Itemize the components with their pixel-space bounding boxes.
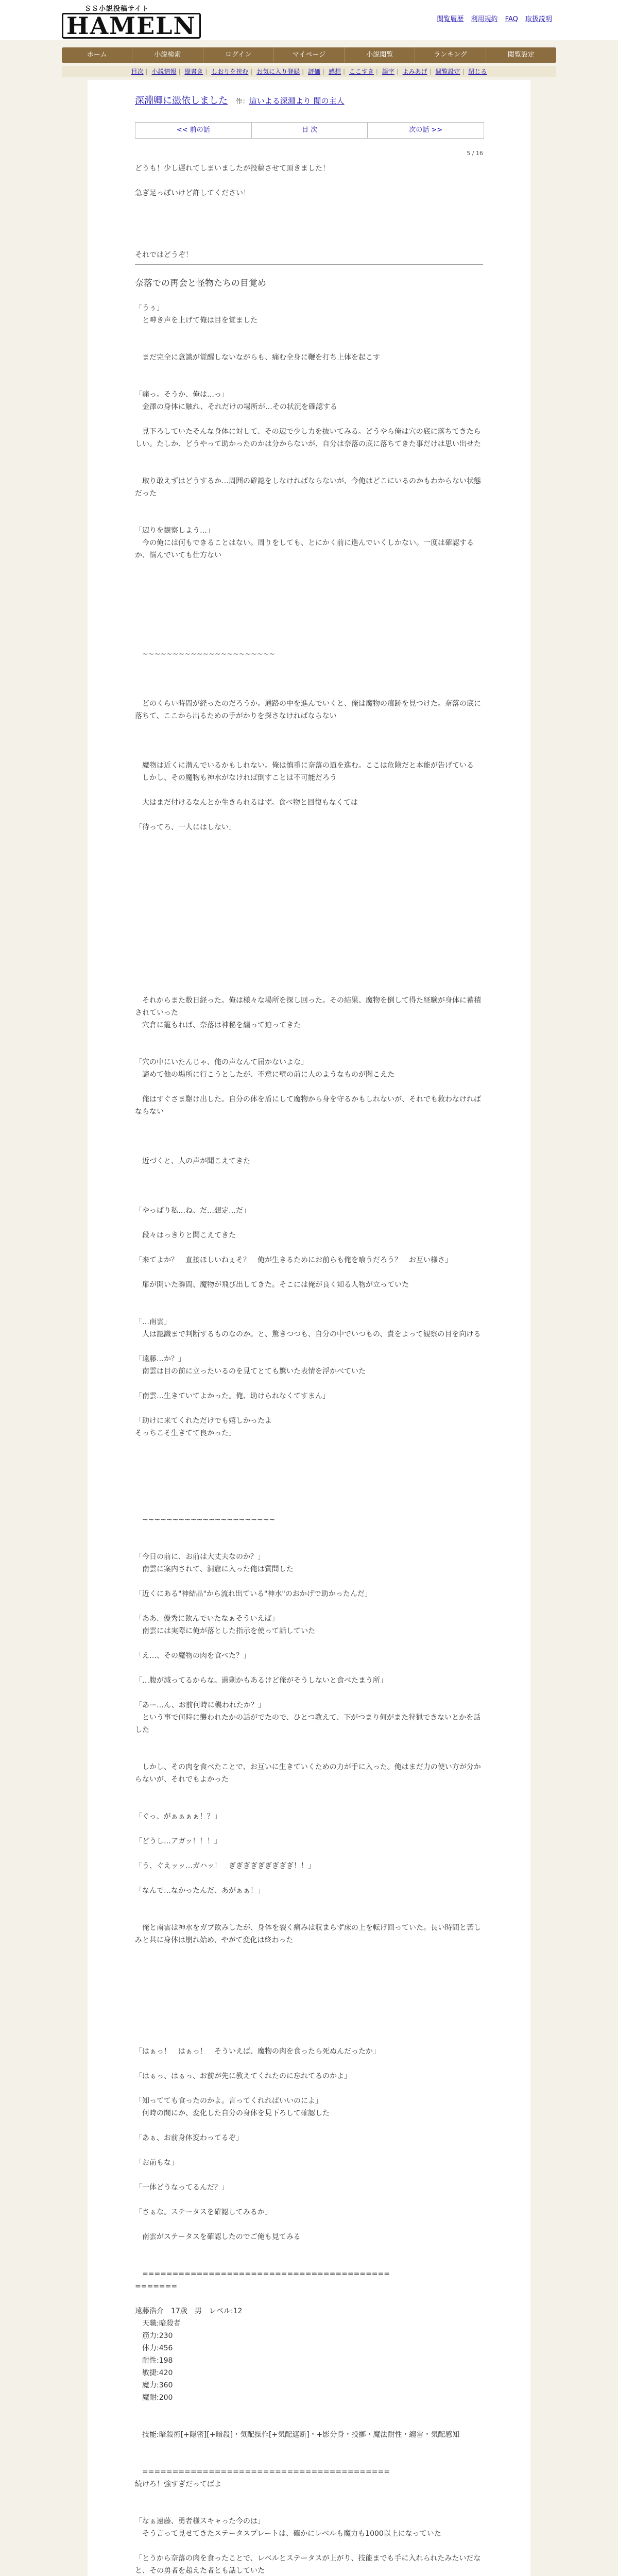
story-paragraph [135, 2256, 483, 2268]
story-paragraph: 「…腹が減ってるからな。過剰かもあるけど俺がそうしないと食べたまう所」 [135, 1676, 387, 1685]
story-paragraph [135, 1378, 483, 1390]
story-paragraph [135, 512, 483, 524]
story-paragraph: 「待ってろ、一人にはしない」 [135, 823, 236, 832]
subnav-display-settings[interactable]: 閲覧設定 [435, 68, 460, 75]
story-paragraph [135, 1291, 483, 1303]
story-paragraph: 「…南雲」 [135, 1318, 171, 1326]
story-paragraph: 魔物は近くに潜んでいるかもしれない。俺は慎重に奈落の道を進む。ここは危険だと本能が告げている [135, 761, 474, 770]
story-paragraph [135, 463, 483, 475]
subnav-like[interactable]: ここすき [349, 68, 374, 75]
story-paragraph [135, 1662, 483, 1674]
story-paragraph: 「はぁっ、はぁっ、お前が先に教えてくれたのに忘れてるのかよ」 [135, 2072, 351, 2080]
story-paragraph [135, 1749, 483, 1761]
story-paragraph: 筋力:230 [135, 2332, 173, 2340]
story-paragraph [135, 933, 483, 945]
story-paragraph: 南雲は目の前に立ったいるのを見てとても驚いた表情を浮かべていた [135, 1367, 366, 1376]
story-paragraph: 「やっぱり私…ね、だ…想定…だ」 [135, 1207, 250, 1215]
story-paragraph: 「あぁ、お前身体変わってるぞ」 [135, 2134, 243, 2142]
story-paragraph [135, 500, 483, 512]
story-paragraph: それからまた数日経った。俺は様々な場所を探し回った。その結果、魔物を倒して得た経験が身体に蓄積されていった [135, 996, 481, 1017]
story-paragraph: 段々はっきりと聞こえてきた [135, 1231, 236, 1240]
story-paragraph [135, 2008, 483, 2021]
story-paragraph [135, 834, 483, 846]
author-prefix: 作： [235, 98, 249, 106]
story-paragraph: 俺と南雲は神水をガブ飲みしたが、身体を裂く痛みは収まらず床の上を転げ回っていた。長い時間と苦しみと共に身体は崩れ始め、やがて変化は終わった [135, 1924, 481, 1944]
story-paragraph: 今の俺には何もできることはない。周りをしても、とにかく前に進んでいくしかない。一度は確認するか、悩んでいても仕方ない [135, 539, 474, 560]
novel-title[interactable]: 深淵卿に憑依しました [135, 95, 228, 106]
novel-title-row [135, 93, 483, 107]
story-paragraph: 敏捷:420 [135, 2369, 173, 2377]
story-paragraph [135, 574, 483, 586]
story-paragraph [135, 2218, 483, 2231]
story-paragraph [135, 1217, 483, 1229]
story-paragraph: と呻き声を上げて俺は目を覚ました [135, 316, 258, 325]
story-paragraph [135, 175, 483, 187]
story-paragraph: 「辺りを観察しよう…」 [135, 527, 214, 535]
story-paragraph [135, 1180, 483, 1192]
author-label [236, 98, 345, 106]
story-paragraph: 天職:暗殺者 [135, 2319, 181, 2328]
story-paragraph [135, 809, 483, 821]
story-paragraph: 俺はすぐさま駆け出した。自分の体を盾にして魔物から身を守るかもしれないが、それでも救わなければならない [135, 1095, 481, 1116]
story-paragraph [135, 562, 483, 574]
story-paragraph [135, 623, 483, 636]
site-logo[interactable] [62, 3, 196, 40]
story-paragraph [135, 2293, 483, 2305]
story-paragraph: 「ぐっ、がぁぁぁぁ！？」 [135, 1812, 221, 1821]
story-paragraph: 諦めて他の場所に行こうとしたが、不意に壁の前に人のようなものが聞こえた [135, 1071, 394, 1079]
story-paragraph: 「来てよか？ 直接ほしいねぇそ？ 俺が生きるためにお前らも俺を喰うだろう？ お互い様さ」 [135, 1256, 452, 1264]
story-paragraph: 金澤の身体に触れ、それだけの場所が…その状況を確認する [135, 403, 337, 411]
story-paragraph [135, 2503, 483, 2515]
gnav-login[interactable]: ログイン [203, 47, 274, 63]
story-paragraph [135, 327, 483, 339]
story-paragraph [135, 224, 483, 236]
site-header [0, 0, 618, 40]
story-paragraph [135, 1600, 483, 1613]
story-paragraph: そう言って見せてきたステータスプレートは、確かにレベルも魔力も1000以上になっていた [135, 2530, 441, 2538]
story-paragraph: 「え…、その魔物の肉を食べた？」 [135, 1652, 250, 1660]
story-paragraph [135, 920, 483, 933]
story-paragraph [135, 858, 483, 871]
story-paragraph [135, 2404, 483, 2416]
story-paragraph: ~~~~~~~~~~~~~~~~~~~~~~ [135, 650, 276, 658]
story-paragraph: 耐性:198 [135, 2357, 173, 2365]
toc-link[interactable]: 目 次 [252, 123, 368, 138]
toplink-terms[interactable]: 利用規約 [471, 15, 498, 23]
story-paragraph [135, 846, 483, 858]
story-paragraph [135, 883, 483, 895]
story-paragraph [135, 1637, 483, 1650]
story-paragraph [135, 1081, 483, 1093]
story-paragraph [135, 945, 483, 957]
story-paragraph [135, 376, 483, 388]
gnav-search[interactable]: 小説検索 [132, 47, 203, 63]
story-paragraph [135, 1971, 483, 1984]
story-paragraph [135, 895, 483, 908]
story-paragraph [135, 1959, 483, 1971]
story-paragraph: ======= [135, 2282, 178, 2291]
story-paragraph [135, 1266, 483, 1279]
subnav-info[interactable]: 小説情報 [151, 68, 177, 75]
subnav-close[interactable]: 閉じる [468, 68, 487, 75]
story-paragraph: 魔耐:200 [135, 2394, 173, 2402]
chapter-title: 奈落での再会と怪物たちの目覚め [135, 278, 266, 289]
story-paragraph: 「とうから奈落の肉を食ったことで、レベルとステータスが上がり、技能までも手に入れられたみたいだな [135, 2554, 481, 2563]
story-paragraph: 「う、ぐえッッ…ガハッ！ ぎぎぎぎぎぎぎぎぎ！！」 [135, 1862, 315, 1870]
episode-pager [135, 122, 484, 139]
story-paragraph: 「一体どうなってるんだ？」 [135, 2183, 229, 2192]
story-paragraph [135, 1946, 483, 1959]
gnav-settings[interactable]: 閲覧設定 [507, 51, 535, 59]
story-paragraph [135, 1848, 483, 1860]
story-paragraph: 大はまだ付けるなんとか生きられるはず。食べ物と回復もなくては [135, 799, 358, 807]
gnav-ranking[interactable]: ランキング [415, 47, 486, 63]
story-paragraph [135, 2082, 483, 2095]
gnav-mypage[interactable]: マイページ [274, 47, 345, 63]
story-paragraph [135, 2021, 483, 2033]
story-paragraph [135, 1823, 483, 1835]
story-paragraph [135, 290, 483, 302]
story-paragraph [135, 1909, 483, 1922]
story-paragraph [135, 1736, 483, 1749]
story-paragraph: 魔力:360 [135, 2381, 173, 2389]
story-paragraph [135, 2416, 483, 2429]
story-paragraph: しかし、その肉を食べたことで、お互いに生きていくための力が手に入った。俺はまだ力の使い方が分からないが、それでもよかった [135, 1763, 481, 1784]
story-paragraph [135, 611, 483, 623]
story-paragraph [135, 735, 483, 747]
next-episode-link[interactable]: 次の話 >> [409, 126, 443, 134]
story-paragraph [135, 1242, 483, 1254]
story-paragraph [135, 1872, 483, 1885]
story-paragraph [135, 1786, 483, 1798]
story-paragraph: 急ぎ足っぽいけど許してください！ [135, 189, 250, 197]
story-paragraph: 「あー…ん、お前何時に襲われたか？」 [135, 1701, 265, 1709]
story-paragraph: 「近くにある"神結晶"から流れ出ている"神水"のおかげで助かったんだ」 [135, 1590, 372, 1598]
story-paragraph: 技能:暗殺術[+隠密][+暗殺]・気配操作[+気配遮断]・+影分身・投擲・魔法耐性・纏雷・気配感知 [135, 2431, 460, 2439]
top-links [432, 13, 552, 23]
story-paragraph [135, 1192, 483, 1205]
story-paragraph: 「南雲…生きていてよかった。俺、助けられなくてすまん」 [135, 1392, 330, 1400]
novel-body [135, 162, 483, 2576]
story-paragraph: そっちこそ生きてて良かった」 [135, 1429, 236, 1437]
story-paragraph [135, 1118, 483, 1130]
story-paragraph [135, 1798, 483, 1810]
story-paragraph [135, 2453, 483, 2466]
story-paragraph: 「穴の中にいたんじゃ、俺の声なんて届かないよな」 [135, 1058, 308, 1066]
story-paragraph: 「ああ、優秀に飲んでいたなぁそういえば」 [135, 1615, 279, 1623]
story-paragraph: ========================================= [135, 2468, 390, 2476]
logo-tagline: ＳＳ小説投稿サイト [84, 5, 149, 13]
story-paragraph [135, 265, 483, 277]
story-paragraph: どうも！少し遅れてしまいましたが投稿させて頂きました！ [135, 164, 330, 173]
story-paragraph [135, 1303, 483, 1316]
story-paragraph [135, 2058, 483, 2070]
story-paragraph: 「はぁっ！ はぁっ！ そういえば、魔物の肉を食ったら死ぬんだったか」 [135, 2047, 380, 2056]
story-paragraph: 近づくと、人の声が聞こえてきた [135, 1157, 250, 1165]
story-paragraph [135, 2243, 483, 2256]
gnav-novels[interactable]: 小説閲覧 [345, 47, 415, 63]
story-paragraph [135, 2144, 483, 2157]
story-paragraph [135, 982, 483, 994]
story-paragraph: 人は認識まで判断するものなのか。と、驚きつつも、自分の中でいつもの、責をよって観察の目を向ける [135, 1330, 481, 1338]
story-paragraph [135, 1130, 483, 1143]
story-paragraph: 「さぁな。ステータスを確認してみるか」 [135, 2208, 272, 2216]
toplink-faq[interactable]: FAQ [505, 15, 518, 23]
story-paragraph [135, 722, 483, 735]
story-paragraph [135, 957, 483, 970]
subnav-bookmark[interactable]: しおりを挟む [211, 68, 249, 75]
page-number: 5 / 16 [467, 150, 483, 157]
story-paragraph [135, 2441, 483, 2453]
story-paragraph [135, 685, 483, 698]
subnav-read-aloud[interactable]: よみあげ [402, 68, 427, 75]
novel-subnav: 目次 | 小説情報 | 縦書き | しおりを挟む | お気に入り登録 | 評価 | 感想 | ここすき | 誤字 | よみあげ | 閲覧設定 | 閉じる [62, 66, 556, 77]
story-paragraph [135, 1996, 483, 2008]
story-paragraph [135, 2169, 483, 2181]
story-paragraph [135, 660, 483, 673]
story-paragraph [135, 2120, 483, 2132]
story-paragraph: という事で何時に襲われたかの話がでたので、ひとつ教えて、下がつまり何がまた狩猟できないとかを話した [135, 1714, 481, 1734]
story-paragraph [135, 2540, 483, 2552]
subnav-favorite[interactable]: お気に入り登録 [256, 68, 300, 75]
story-paragraph [135, 908, 483, 920]
subnav-rate[interactable]: 評価 [308, 68, 321, 75]
story-paragraph: それではどうぞ！ [135, 251, 193, 259]
story-paragraph [135, 1538, 483, 1551]
story-paragraph [135, 339, 483, 351]
global-nav [62, 47, 556, 63]
story-paragraph [135, 1477, 483, 1489]
story-paragraph: 「どうし…アガッ！！！」 [135, 1837, 221, 1845]
story-paragraph [135, 1341, 483, 1353]
story-paragraph [135, 970, 483, 982]
story-paragraph [135, 1439, 483, 1452]
story-paragraph: 続けろ！強すぎだってばよ [135, 2480, 221, 2488]
story-paragraph [135, 413, 483, 426]
story-paragraph: 遠藤浩介 17歳 男 レベル:12 [135, 2307, 243, 2315]
story-paragraph [135, 1464, 483, 1477]
story-paragraph: 「知ってても食ったのかよ。言ってくれればいいのによ」 [135, 2097, 322, 2105]
toplink-history[interactable]: 閲覧履歴 [437, 15, 464, 23]
story-paragraph: 「なぁ遠藤、勇者様スキャった今のは」 [135, 2517, 265, 2526]
story-paragraph [135, 1452, 483, 1464]
story-paragraph [135, 199, 483, 212]
story-paragraph: 「助けに来てくれただけでも嬉しかったよ [135, 1417, 272, 1425]
story-paragraph [135, 586, 483, 599]
story-paragraph: 「なんで…なかったんだ、あがぁぁ！」 [135, 1887, 265, 1895]
story-paragraph [135, 236, 483, 249]
story-paragraph [135, 2490, 483, 2503]
logo-wordmark: HAMELN [62, 13, 201, 39]
subnav-review[interactable]: 感想 [328, 68, 341, 75]
story-paragraph: 南雲には実際に俺が落とした指示を使って話していた [135, 1627, 315, 1635]
story-paragraph: 扉が開いた瞬間、魔物が飛び出してきた。そこには俺が良く知る人物が立っていた [135, 1281, 409, 1289]
story-paragraph [135, 212, 483, 224]
story-paragraph [135, 1501, 483, 1514]
story-paragraph: 取り敢えずはどうするか…周囲の確認をしなければならないが、今俺はどこにいるのかもわからない状態だった [135, 477, 481, 498]
story-paragraph [135, 784, 483, 796]
story-paragraph [135, 747, 483, 759]
story-paragraph: 「遠藤…か？」 [135, 1355, 185, 1363]
story-paragraph: 何時の間にか、変化した自分の身体を見下ろして確認した [135, 2109, 330, 2117]
story-paragraph [135, 364, 483, 376]
story-paragraph: 「うぅ」 [135, 304, 164, 312]
prev-episode-link[interactable]: << 前の話 [135, 123, 252, 138]
story-paragraph [135, 1526, 483, 1538]
story-paragraph [135, 599, 483, 611]
story-paragraph [135, 1167, 483, 1180]
story-paragraph: 「痛っ。そうか、俺は…っ」 [135, 391, 229, 399]
story-paragraph: 「お前もな」 [135, 2159, 178, 2167]
subnav-vertical[interactable]: 縦書き [184, 68, 203, 75]
main-content [88, 80, 530, 2576]
story-paragraph [135, 1031, 483, 1044]
story-paragraph [135, 450, 483, 463]
story-paragraph [135, 1897, 483, 1909]
author-link[interactable]: 這いよる深淵より 闇の主人 [249, 96, 345, 106]
story-paragraph: まだ完全に意識が覚醒しないながらも、痛む全身に鞭を打ち上体を起こす [135, 353, 380, 362]
story-paragraph [135, 1143, 483, 1155]
gnav-home[interactable]: ホーム [62, 47, 132, 63]
story-paragraph [135, 673, 483, 685]
story-paragraph [135, 2033, 483, 2045]
story-paragraph: 「今日の前に、お前は大丈夫なのか？」 [135, 1553, 265, 1561]
subnav-toc[interactable]: 目次 [131, 68, 144, 75]
story-paragraph [135, 871, 483, 883]
story-paragraph: 穴倉に籠もれば、奈落は神秘を纏って迫ってきた [135, 1021, 301, 1029]
story-paragraph [135, 1489, 483, 1501]
story-paragraph: 南雲に案内されて、洞窟に入った俺は質問した [135, 1565, 294, 1573]
toplink-manual[interactable]: 取扱説明 [525, 15, 552, 23]
story-paragraph [135, 1575, 483, 1588]
story-paragraph [135, 2194, 483, 2206]
story-paragraph: ~~~~~~~~~~~~~~~~~~~~~~ [135, 1516, 276, 1524]
story-paragraph [135, 1402, 483, 1415]
story-paragraph [135, 1687, 483, 1699]
story-paragraph [135, 636, 483, 648]
story-paragraph: と、その勇者を超えた者とも話していた [135, 2567, 265, 2575]
story-paragraph: ========================================= [135, 2270, 390, 2278]
story-paragraph: 見下ろしていたそんな身体に対して、その辺で少し力を抜いてみる。どうやら俺は穴の底に落ちてきたらしい。たしか、どうやって助かったのかは分からないが、自分は奈落の底に落ちてきた事だけは思い出せた [135, 428, 481, 448]
story-paragraph: 南雲がステータスを確認したのでご俺も見てみる [135, 2233, 301, 2241]
story-paragraph [135, 1984, 483, 1996]
story-paragraph: 体力:456 [135, 2344, 173, 2352]
story-paragraph [135, 1044, 483, 1056]
story-paragraph: どのくらい時間が経ったのだろうか。通路の中を進んでいくと、俺は魔物の痕跡を見つけた。奈落の底に落ちて、ここから出るための手がかりを探さなければならない [135, 700, 481, 720]
story-paragraph: しかし、その魔物も神水がなければ倒すことは不可能だろう [135, 774, 337, 782]
subnav-typo[interactable]: 誤字 [382, 68, 394, 75]
